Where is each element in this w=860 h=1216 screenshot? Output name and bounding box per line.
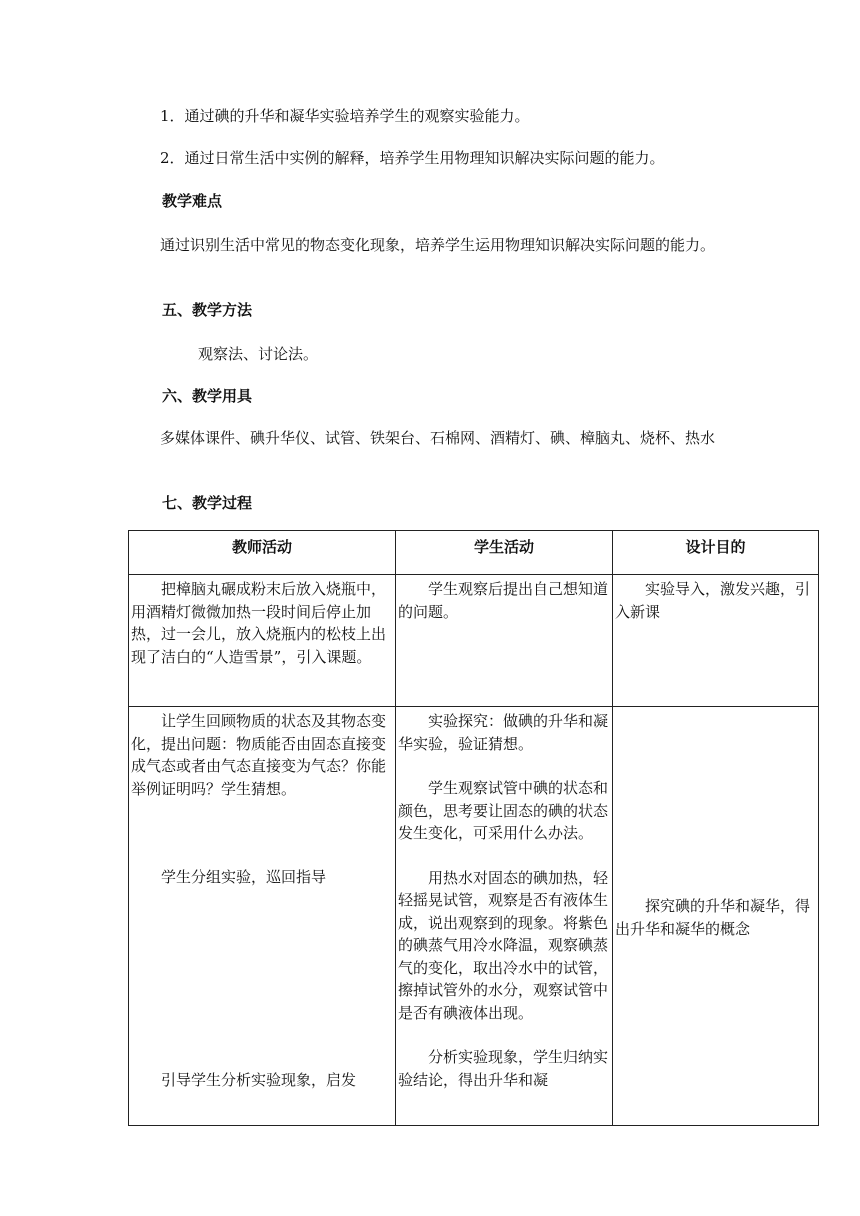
row2-teacher-cell [129, 707, 396, 1126]
table-header-row [129, 531, 819, 575]
row2-student-4: 分析实验现象，学生归纳实验结论，得出升华和凝 [398, 1048, 609, 1089]
heading-tools: 六、教学用具 [162, 387, 253, 405]
header-student: 学生活动 [396, 531, 613, 575]
method-text: 观察法、讨论法。 [198, 345, 319, 363]
row2-teacher-1: 让学生回顾物质的状态及其物态变化，提出问题：物质能否由固态直接变成气态或者由气态直接变为气态？你能举例证明吗？学生猜想。 [131, 712, 387, 798]
objective-1: 1．通过碘的升华和凝华实验培养学生的观察实验能力。 [160, 107, 530, 125]
row1-purpose-cell [613, 575, 819, 707]
row1-teacher-cell [129, 575, 396, 707]
row2-student-3: 用热水对固态的碘加热，轻轻摇晃试管，观察是否有液体生成，说出观察到的现象。将紫色的碘蒸气用冷水降温，观察碘蒸气的变化，取出冷水中的试管，擦掉试管外的水分，观察试管中是否有碘液体出现。 [398, 868, 609, 1022]
objective-2: 2．通过日常生活中实例的解释，培养学生用物理知识解决实际问题的能力。 [160, 149, 665, 167]
heading-process: 七、教学过程 [162, 494, 253, 512]
row2-student-2: 学生观察试管中碘的状态和颜色，思考要让固态的碘的状态发生变化，可采用什么办法。 [398, 779, 609, 842]
table-row [129, 707, 819, 1126]
row2-purpose: 探究碘的升华和凝华，得出升华和凝华的概念 [615, 897, 811, 938]
row1-teacher: 把樟脑丸碾成粉末后放入烧瓶中，用酒精灯微微加热一段时间后停止加热，过一会儿，放入烧瓶内的松枝上出现了洁白的“人造雪景”，引入课题。 [131, 580, 387, 666]
row1-student-cell [396, 575, 613, 707]
row2-purpose-cell [613, 707, 819, 1126]
header-teacher: 教师活动 [129, 531, 396, 575]
row2-student-cell [396, 707, 613, 1126]
heading-difficulty: 教学难点 [162, 192, 223, 210]
row2-student-1: 实验探究：做碘的升华和凝华实验，验证猜想。 [398, 712, 609, 753]
row1-purpose: 实验导入，激发兴趣，引入新课 [615, 580, 811, 621]
row2-teacher-3: 引导学生分析实验现象，启发 [161, 1070, 357, 1089]
process-table [128, 530, 819, 1126]
difficulty-text: 通过识别生活中常见的物态变化现象，培养学生运用物理知识解决实际问题的能力。 [160, 236, 716, 254]
tools-text: 多媒体课件、碘升华仪、试管、铁架台、石棉网、酒精灯、碘、樟脑丸、烧杯、热水 [160, 429, 716, 447]
row1-student: 学生观察后提出自己想知道的问题。 [398, 580, 609, 621]
row2-teacher-2: 学生分组实验，巡回指导 [161, 868, 327, 886]
header-purpose: 设计目的 [613, 531, 819, 575]
table-row [129, 575, 819, 707]
heading-method: 五、教学方法 [162, 301, 253, 319]
